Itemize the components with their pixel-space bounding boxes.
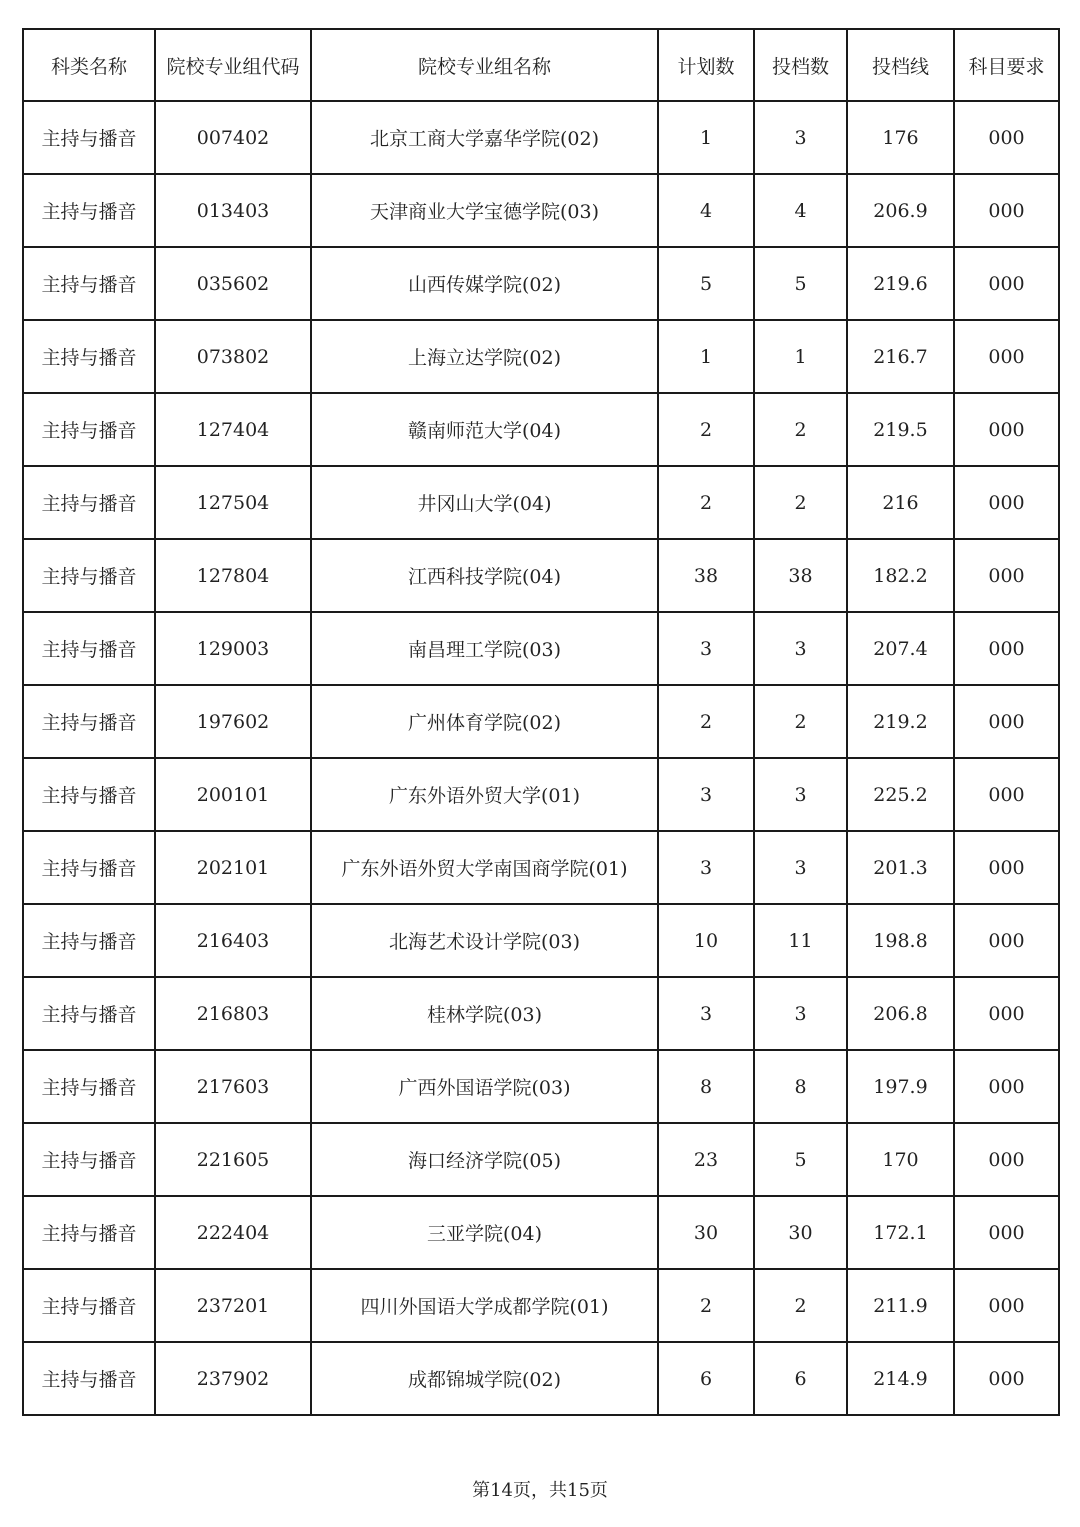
subject-requirement-cell: 000 (954, 612, 1059, 685)
group-code-cell: 222404 (155, 1196, 311, 1269)
plan-count-cell: 2 (658, 466, 754, 539)
filed-count-cell: 3 (754, 977, 847, 1050)
subject-requirement-cell: 000 (954, 101, 1059, 174)
plan-count-cell: 3 (658, 758, 754, 831)
header-filed-count: 投档数 (754, 29, 847, 101)
group-code-cell: 127404 (155, 393, 311, 466)
table-row (23, 539, 1059, 612)
category-cell: 主持与播音 (23, 466, 155, 539)
plan-count-cell: 8 (658, 1050, 754, 1123)
header-subject-requirement: 科目要求 (954, 29, 1059, 101)
filed-count-cell: 3 (754, 101, 847, 174)
cutoff-score-cell: 197.9 (847, 1050, 954, 1123)
group-code-cell: 013403 (155, 174, 311, 247)
table-row (23, 1196, 1059, 1269)
plan-count-cell: 3 (658, 977, 754, 1050)
filed-count-cell: 38 (754, 539, 847, 612)
subject-requirement-cell: 000 (954, 247, 1059, 320)
group-code-cell: 217603 (155, 1050, 311, 1123)
table-row (23, 977, 1059, 1050)
header-group-code: 院校专业组代码 (155, 29, 311, 101)
filed-count-cell: 3 (754, 612, 847, 685)
plan-count-cell: 2 (658, 1269, 754, 1342)
group-name-cell: 广东外语外贸大学南国商学院(01) (311, 831, 658, 904)
cutoff-score-cell: 219.6 (847, 247, 954, 320)
group-code-cell: 216403 (155, 904, 311, 977)
filed-count-cell: 30 (754, 1196, 847, 1269)
cutoff-score-cell: 216 (847, 466, 954, 539)
filed-count-cell: 3 (754, 831, 847, 904)
group-name-cell: 北海艺术设计学院(03) (311, 904, 658, 977)
subject-requirement-cell: 000 (954, 831, 1059, 904)
group-name-cell: 赣南师范大学(04) (311, 393, 658, 466)
group-name-cell: 井冈山大学(04) (311, 466, 658, 539)
group-name-cell: 三亚学院(04) (311, 1196, 658, 1269)
group-name-cell: 广州体育学院(02) (311, 685, 658, 758)
category-cell: 主持与播音 (23, 904, 155, 977)
cutoff-score-cell: 201.3 (847, 831, 954, 904)
category-cell: 主持与播音 (23, 174, 155, 247)
plan-count-cell: 4 (658, 174, 754, 247)
plan-count-cell: 23 (658, 1123, 754, 1196)
group-code-cell: 127504 (155, 466, 311, 539)
plan-count-cell: 10 (658, 904, 754, 977)
header-category: 科类名称 (23, 29, 155, 101)
group-code-cell: 200101 (155, 758, 311, 831)
plan-count-cell: 30 (658, 1196, 754, 1269)
header-group-name: 院校专业组名称 (311, 29, 658, 101)
group-code-cell: 129003 (155, 612, 311, 685)
group-name-cell: 山西传媒学院(02) (311, 247, 658, 320)
group-code-cell: 127804 (155, 539, 311, 612)
group-code-cell: 237902 (155, 1342, 311, 1415)
subject-requirement-cell: 000 (954, 1050, 1059, 1123)
group-name-cell: 江西科技学院(04) (311, 539, 658, 612)
category-cell: 主持与播音 (23, 1196, 155, 1269)
cutoff-score-cell: 206.8 (847, 977, 954, 1050)
filed-count-cell: 2 (754, 685, 847, 758)
table-row (23, 174, 1059, 247)
group-name-cell: 上海立达学院(02) (311, 320, 658, 393)
cutoff-score-cell: 214.9 (847, 1342, 954, 1415)
table-row (23, 1342, 1059, 1415)
filed-count-cell: 5 (754, 247, 847, 320)
filed-count-cell: 1 (754, 320, 847, 393)
group-code-cell: 202101 (155, 831, 311, 904)
subject-requirement-cell: 000 (954, 1196, 1059, 1269)
table-row (23, 101, 1059, 174)
group-code-cell: 197602 (155, 685, 311, 758)
subject-requirement-cell: 000 (954, 1123, 1059, 1196)
group-name-cell: 广东外语外贸大学(01) (311, 758, 658, 831)
plan-count-cell: 5 (658, 247, 754, 320)
table-row (23, 466, 1059, 539)
plan-count-cell: 1 (658, 101, 754, 174)
category-cell: 主持与播音 (23, 247, 155, 320)
cutoff-score-cell: 207.4 (847, 612, 954, 685)
cutoff-score-cell: 206.9 (847, 174, 954, 247)
category-cell: 主持与播音 (23, 612, 155, 685)
table-row (23, 1123, 1059, 1196)
category-cell: 主持与播音 (23, 101, 155, 174)
subject-requirement-cell: 000 (954, 1342, 1059, 1415)
page-number: 第14页，共15页 (472, 1480, 608, 1501)
group-name-cell: 南昌理工学院(03) (311, 612, 658, 685)
filed-count-cell: 3 (754, 758, 847, 831)
cutoff-score-cell: 182.2 (847, 539, 954, 612)
cutoff-score-cell: 225.2 (847, 758, 954, 831)
category-cell: 主持与播音 (23, 758, 155, 831)
category-cell: 主持与播音 (23, 539, 155, 612)
plan-count-cell: 1 (658, 320, 754, 393)
cutoff-score-cell: 170 (847, 1123, 954, 1196)
cutoff-score-cell: 219.2 (847, 685, 954, 758)
cutoff-score-cell: 216.7 (847, 320, 954, 393)
table-row (23, 758, 1059, 831)
group-code-cell: 007402 (155, 101, 311, 174)
filed-count-cell: 6 (754, 1342, 847, 1415)
category-cell: 主持与播音 (23, 320, 155, 393)
plan-count-cell: 3 (658, 831, 754, 904)
header-cutoff-score: 投档线 (847, 29, 954, 101)
subject-requirement-cell: 000 (954, 1269, 1059, 1342)
plan-count-cell: 2 (658, 685, 754, 758)
plan-count-cell: 3 (658, 612, 754, 685)
category-cell: 主持与播音 (23, 1342, 155, 1415)
table-row (23, 685, 1059, 758)
admission-table (22, 28, 1060, 1416)
group-code-cell: 221605 (155, 1123, 311, 1196)
plan-count-cell: 38 (658, 539, 754, 612)
table-row (23, 1050, 1059, 1123)
subject-requirement-cell: 000 (954, 539, 1059, 612)
category-cell: 主持与播音 (23, 393, 155, 466)
subject-requirement-cell: 000 (954, 977, 1059, 1050)
group-code-cell: 216803 (155, 977, 311, 1050)
category-cell: 主持与播音 (23, 1050, 155, 1123)
subject-requirement-cell: 000 (954, 758, 1059, 831)
subject-requirement-cell: 000 (954, 904, 1059, 977)
table-row (23, 393, 1059, 466)
cutoff-score-cell: 172.1 (847, 1196, 954, 1269)
subject-requirement-cell: 000 (954, 174, 1059, 247)
category-cell: 主持与播音 (23, 977, 155, 1050)
group-name-cell: 成都锦城学院(02) (311, 1342, 658, 1415)
group-name-cell: 海口经济学院(05) (311, 1123, 658, 1196)
group-code-cell: 073802 (155, 320, 311, 393)
table-row (23, 320, 1059, 393)
cutoff-score-cell: 219.5 (847, 393, 954, 466)
group-name-cell: 广西外国语学院(03) (311, 1050, 658, 1123)
filed-count-cell: 2 (754, 1269, 847, 1342)
group-name-cell: 四川外国语大学成都学院(01) (311, 1269, 658, 1342)
subject-requirement-cell: 000 (954, 466, 1059, 539)
table-body (23, 101, 1059, 1415)
subject-requirement-cell: 000 (954, 393, 1059, 466)
table-row (23, 831, 1059, 904)
group-name-cell: 北京工商大学嘉华学院(02) (311, 101, 658, 174)
filed-count-cell: 2 (754, 466, 847, 539)
filed-count-cell: 11 (754, 904, 847, 977)
group-code-cell: 035602 (155, 247, 311, 320)
category-cell: 主持与播音 (23, 1269, 155, 1342)
filed-count-cell: 4 (754, 174, 847, 247)
filed-count-cell: 5 (754, 1123, 847, 1196)
table-row (23, 1269, 1059, 1342)
subject-requirement-cell: 000 (954, 320, 1059, 393)
table-row (23, 247, 1059, 320)
filed-count-cell: 8 (754, 1050, 847, 1123)
header-plan-count: 计划数 (658, 29, 754, 101)
cutoff-score-cell: 211.9 (847, 1269, 954, 1342)
plan-count-cell: 2 (658, 393, 754, 466)
category-cell: 主持与播音 (23, 831, 155, 904)
plan-count-cell: 6 (658, 1342, 754, 1415)
category-cell: 主持与播音 (23, 685, 155, 758)
subject-requirement-cell: 000 (954, 685, 1059, 758)
group-code-cell: 237201 (155, 1269, 311, 1342)
table-row (23, 612, 1059, 685)
group-name-cell: 天津商业大学宝德学院(03) (311, 174, 658, 247)
cutoff-score-cell: 198.8 (847, 904, 954, 977)
filed-count-cell: 2 (754, 393, 847, 466)
table-row (23, 904, 1059, 977)
cutoff-score-cell: 176 (847, 101, 954, 174)
table-header-row (23, 29, 1059, 101)
category-cell: 主持与播音 (23, 1123, 155, 1196)
group-name-cell: 桂林学院(03) (311, 977, 658, 1050)
